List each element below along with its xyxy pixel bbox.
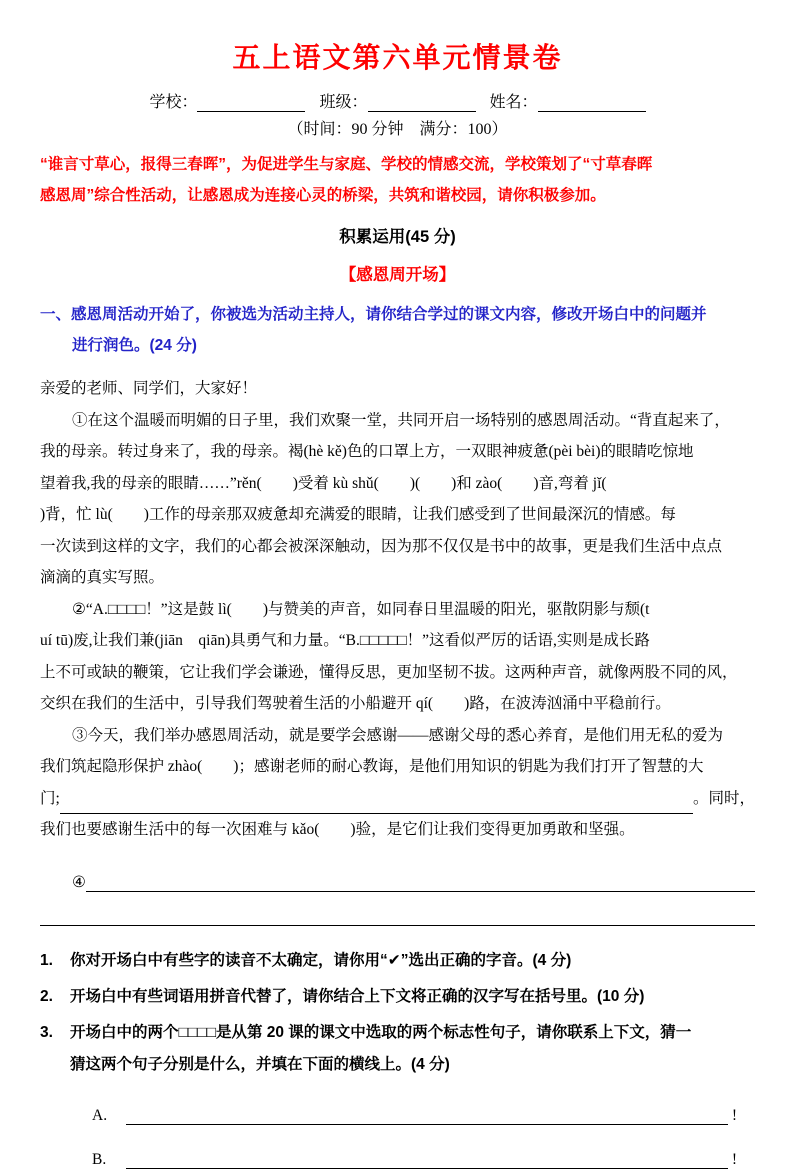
- paragraph3-line: 我们也要感谢生活中的每一次困难与 kǎo( )验，是它们让我们变得更加勇敢和坚强。: [40, 821, 635, 838]
- question-1-number: 1.: [40, 951, 53, 969]
- question-2-text: 开场白中有些词语用拼音代替了，请你结合上下文将正确的汉字写在括号里。(10 分): [70, 987, 645, 1005]
- class-blank: [368, 91, 476, 112]
- task-one-line: 一、感恩周活动开始了，你被选为活动主持人，请你结合学过的课文内容，修改开场白中的问题并: [40, 306, 707, 323]
- header-fields: [40, 86, 755, 112]
- task-one-heading: [40, 299, 755, 361]
- answer-a-suffix: !: [731, 1106, 737, 1124]
- paragraph1-line: 滴滴的真实写照。: [40, 569, 165, 586]
- answer-line-a: [92, 1097, 737, 1125]
- continuation-blank-line: [40, 925, 755, 926]
- name-label: 姓名：: [489, 94, 538, 111]
- opening-speech: [40, 373, 755, 846]
- fill-in-blank: [60, 791, 693, 814]
- question-3-text: [70, 1017, 755, 1081]
- intro-line: “谁言寸草心，报得三春晖”，为促进学生与家庭、学校的情感交流，学校策划了“寸草春晖: [40, 156, 653, 173]
- paragraph1-line: ①在这个温暖而明媚的日子里，我们欢聚一堂，共同开启一场特别的感恩周活动。“背直起来了，: [72, 411, 730, 429]
- school-label: 学校：: [149, 94, 198, 111]
- answer-a-blank: [126, 1102, 728, 1125]
- paragraph3-blank-line: [40, 783, 755, 815]
- answer-b-label: B.: [92, 1150, 107, 1168]
- subsection-heading-opening: 【感恩周开场】: [339, 266, 456, 284]
- name-field: [490, 89, 646, 112]
- answer-b-blank: [126, 1146, 728, 1169]
- question-1: [40, 945, 755, 977]
- greeting-line: 亲爱的老师、同学们，大家好！: [40, 380, 258, 397]
- answer-b-suffix: !: [731, 1150, 737, 1168]
- question-3-line: 猜这两个句子分别是什么，并填在下面的横线上。(4 分): [70, 1055, 450, 1073]
- question-1-text: 你对开场白中有些字的读音不太确定，请你用“✔”选出正确的字音。(4 分): [70, 951, 572, 969]
- paragraph4-label: ④: [72, 873, 86, 891]
- paragraph2-line: ②“A.□□□□！”这是鼓 lì( )与赞美的声音，如同春日里温暖的阳光，驱散阴影与颓(t: [72, 600, 650, 618]
- time-score-line: （时间：90 分钟 满分：100）: [287, 121, 508, 138]
- page-title: 五上语文第六单元情景卷: [232, 42, 563, 73]
- paragraph1-line: 我的母亲。转过身来了，我的母亲。褐(hè kě)色的口罩上方，一双眼神疲惫(pèi bèi)的眼睛吃惊地: [40, 443, 694, 460]
- fill-in-blank: [86, 869, 755, 892]
- question-3-line: 开场白中的两个□□□□是从第 20 课的课文中选取的两个标志性句子，请你联系上下文，猜一: [70, 1023, 692, 1041]
- school-field: [149, 89, 305, 112]
- question-2: [40, 981, 755, 1013]
- paragraph3-line: ③今天，我们举办感恩周活动，就是要学会感谢——感谢父母的悉心养育，是他们用无私的爱为: [72, 726, 724, 744]
- paragraph2-line: 上不可或缺的鞭策，它让我们学会谦逊，懂得反思，更加坚韧不拔。这两种声音，就像两股不同的风，: [40, 663, 738, 681]
- paragraph1-line: )背，忙 lù( )工作的母亲那双疲惫却充满爱的眼睛，让我们感受到了世间最深沉的情感。每: [40, 506, 676, 523]
- paragraph1-line: 望着我,我的母亲的眼睛……”rěn( )受着 kù shǔ( )( )和 zào( )音,弯着 jǐ(: [40, 474, 607, 492]
- intro-line: 感恩周”综合性活动，让感恩成为连接心灵的桥梁，共筑和谐校园，请你积极参加。: [40, 187, 606, 204]
- paragraph2-line: 交织在我们的生活中，引导我们驾驶着生活的小船避开 qí( )路，在波涛汹涌中平稳前行。: [40, 695, 671, 712]
- question-3: [40, 1017, 755, 1081]
- school-blank: [197, 91, 305, 112]
- name-blank: [538, 91, 646, 112]
- intro-paragraph: [40, 149, 755, 211]
- question-3-number: 3.: [40, 1023, 53, 1041]
- answer-line-b: [92, 1141, 737, 1169]
- question-2-number: 2.: [40, 987, 53, 1005]
- paragraph1-line: 一次读到这样的文字，我们的心都会被深深触动，因为那不仅仅是书中的故事，更是我们生活中点点: [40, 537, 723, 555]
- paragraph3-line-pre: 门;: [40, 789, 60, 807]
- answer-a-label: A.: [92, 1106, 108, 1124]
- section-heading-accumulate: 积累运用(45 分): [339, 228, 456, 246]
- paragraph2-line: uí tū)废,让我们兼(jiān qiān)具勇气和力量。“B.□□□□□！”这看似严厉的话语,实则是成长路: [40, 632, 650, 649]
- class-field: [319, 89, 475, 112]
- paragraph3-line-post: 。同时，: [692, 789, 755, 807]
- paragraph3-line: 我们筑起隐形保护 zhào( )；感谢老师的耐心教诲，是他们用知识的钥匙为我们打开了智慧的大: [40, 758, 704, 775]
- class-label: 班级：: [319, 94, 368, 111]
- paragraph4-blank-line: [40, 862, 755, 892]
- task-one-line: 进行润色。(24 分): [72, 337, 197, 354]
